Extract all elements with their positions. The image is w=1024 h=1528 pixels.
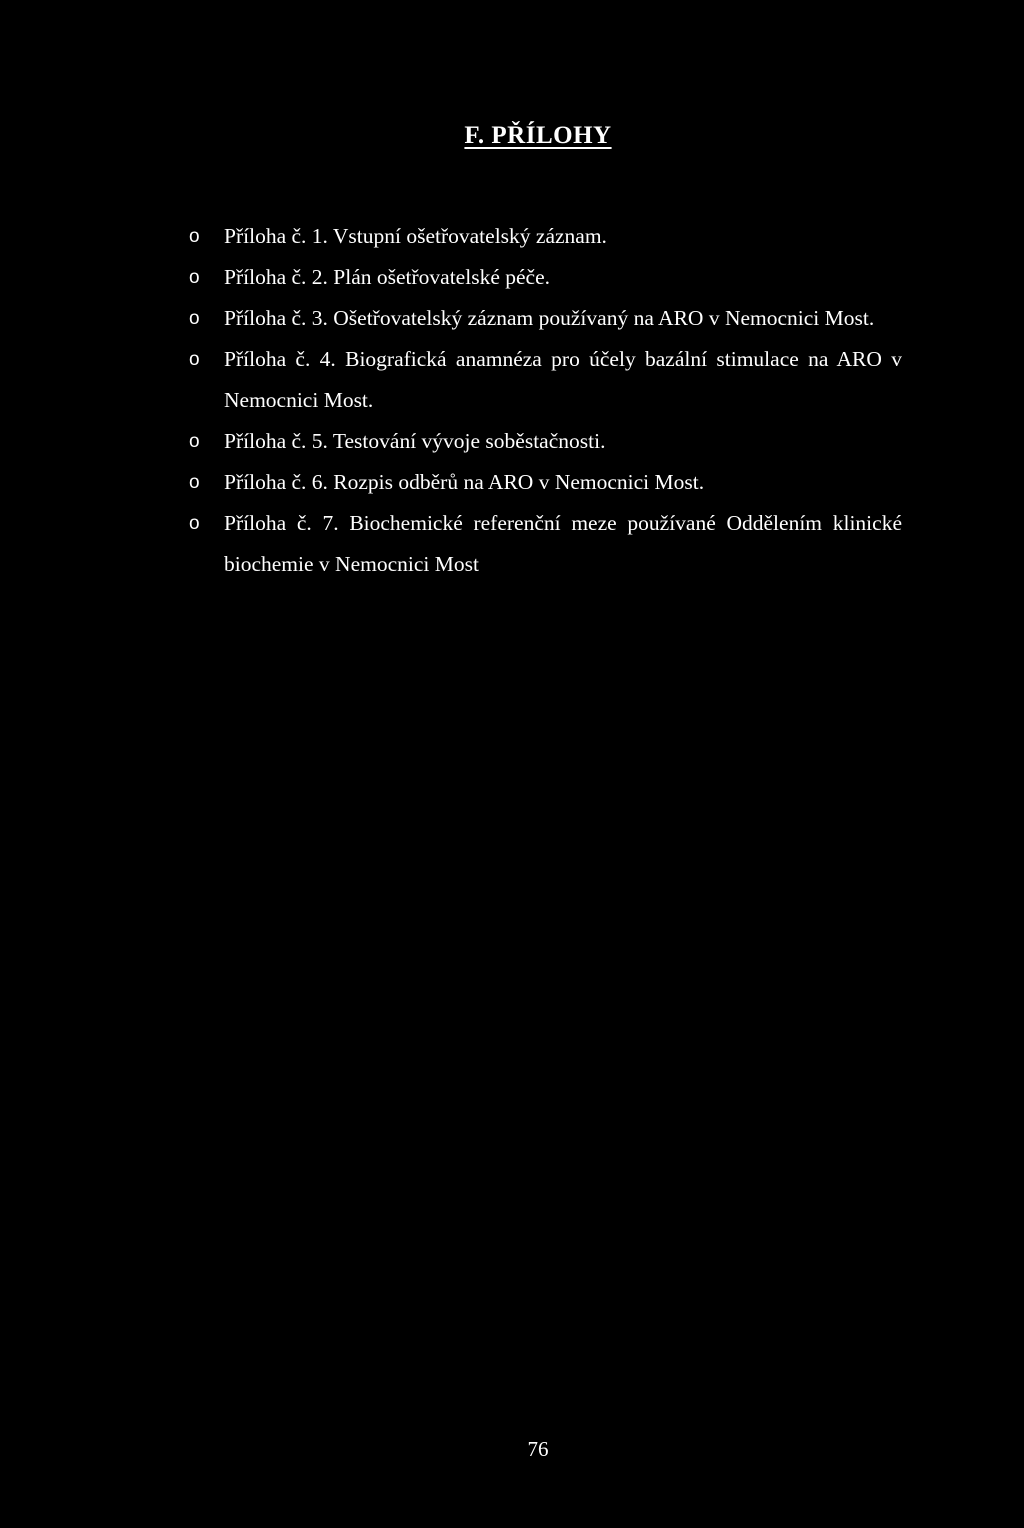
appendix-list (0, 216, 1024, 585)
appendix-item-1: Příloha č. 1. Vstupní ošetřovatelský záznam. (224, 224, 607, 248)
list-item (0, 298, 902, 339)
bullet-icon: o (189, 308, 200, 329)
bullet-icon: o (189, 431, 200, 452)
bullet-icon: o (189, 267, 200, 288)
bullet-icon: o (189, 472, 200, 493)
appendix-item-4: Příloha č. 4. Biografická anamnéza pro účely bazální stimulace na ARO v Nemocnici Most. (224, 347, 902, 412)
appendix-item-6: Příloha č. 6. Rozpis odběrů na ARO v Nemocnici Most. (224, 470, 705, 494)
list-item (0, 421, 902, 462)
list-item (0, 216, 902, 257)
page-title: F. PŘÍLOHY (464, 122, 612, 149)
page-number: 76 (527, 1437, 549, 1461)
list-item (0, 257, 902, 298)
bullet-icon: o (189, 513, 200, 534)
appendix-item-2: Příloha č. 2. Plán ošetřovatelské péče. (224, 265, 550, 289)
list-item (0, 339, 902, 421)
appendix-item-5: Příloha č. 5. Testování vývoje soběstačnosti. (224, 429, 606, 453)
list-item (0, 462, 902, 503)
appendix-item-7: Příloha č. 7. Biochemické referenční meze používané Oddělením klinické biochemie v Nemocnici Most (224, 511, 902, 576)
bullet-icon: o (189, 226, 200, 247)
list-item (0, 503, 902, 585)
appendix-item-3: Příloha č. 3. Ošetřovatelský záznam používaný na ARO v Nemocnici Most. (224, 306, 875, 330)
bullet-icon: o (189, 349, 200, 370)
